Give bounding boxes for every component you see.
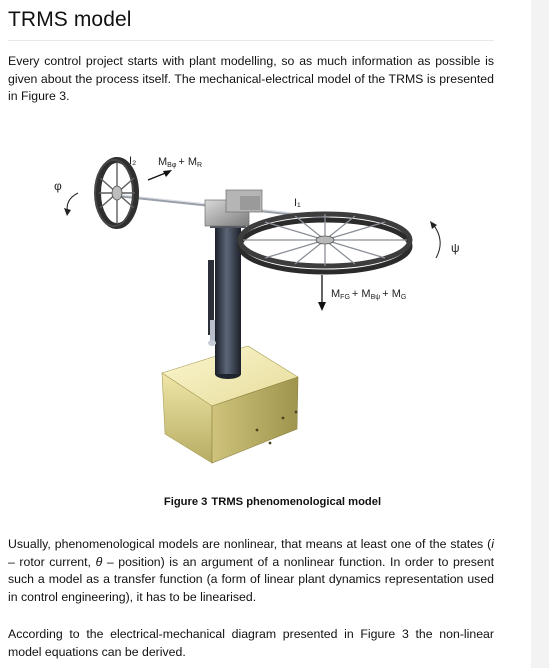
upper-moment-label: MBφ + MR — [158, 156, 203, 169]
figure-caption-number: Figure 3 — [163, 496, 208, 508]
i2-label: I₂ — [129, 155, 137, 167]
pivot-hub — [205, 190, 262, 226]
body-paragraph-nonlinear: Usually, phenomenological models are nonlinear, that means at least one of the states (i – rotor current, θ – position) is an argument of a nonlinear function. In order to present such a model as a transfer function (a form of linear plant dynamics representation used in control engineering), it has to be linearised. — [8, 537, 495, 604]
psi-rotation-arrow — [430, 221, 440, 258]
tail-rotor — [95, 160, 136, 226]
phi-label: φ — [54, 179, 62, 193]
lower-moment-label: MFG + MBψ + MG — [331, 288, 407, 301]
body-paragraph-derivation: According to the electrical-mechanical diagram presented in Figure 3 the non-linear model equations can be derived. — [8, 627, 494, 659]
trms-figure — [0, 130, 530, 490]
heading-divider — [8, 40, 494, 41]
main-rotor — [240, 214, 410, 272]
lower-moment-arrow — [318, 275, 326, 311]
scroll-margin — [531, 0, 549, 668]
section-heading: TRMS model — [8, 8, 132, 31]
upper-moment-arrow — [148, 170, 172, 180]
phi-rotation-arrow — [64, 193, 78, 216]
i1-label: I₁ — [294, 197, 301, 209]
figure-caption — [0, 496, 549, 508]
figure-caption-text: TRMS phenomenological model — [211, 496, 382, 508]
psi-label: ψ — [451, 241, 460, 255]
intro-paragraph: Every control project starts with plant modelling, so as much information as possible is given about the process itself. The mechanical-electrical model of the TRMS is presented in Figure 3. — [8, 54, 494, 104]
